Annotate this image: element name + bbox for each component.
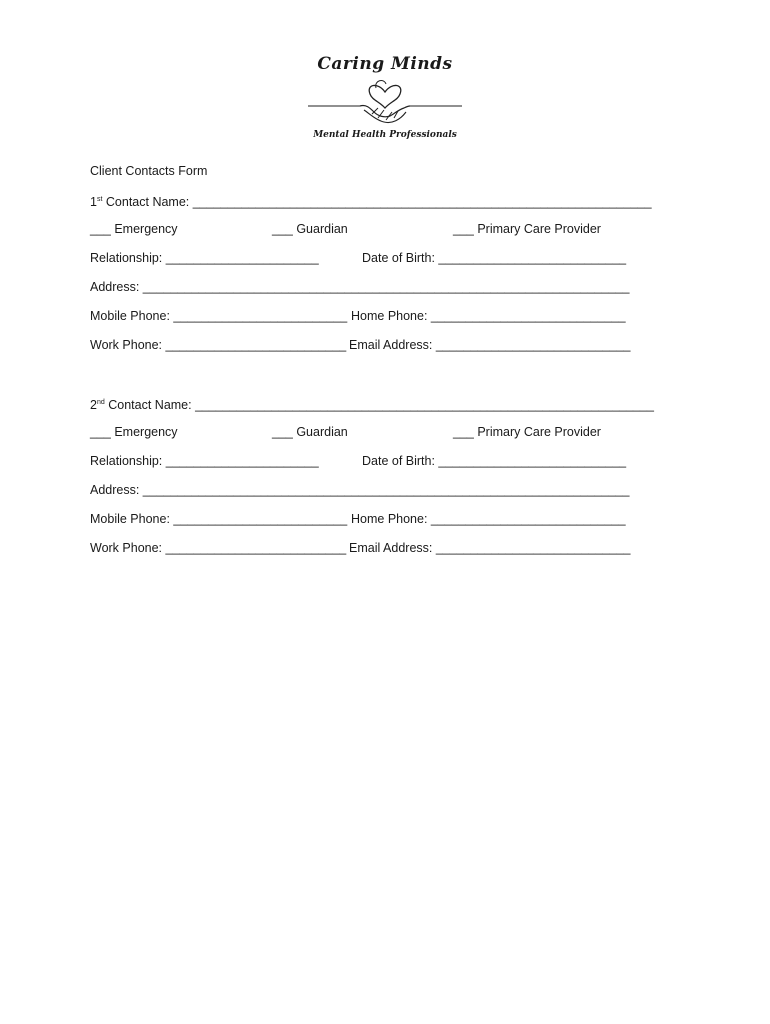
email-field[interactable]: Email Address: ____________________________ (349, 541, 631, 555)
work-phone-field[interactable]: Work Phone: __________________________ (90, 338, 347, 352)
address-field[interactable]: Address: ______________________________________________________________________ (90, 483, 630, 497)
mobile-phone-field[interactable]: Mobile Phone: _________________________ (90, 309, 348, 323)
work-phone-field[interactable]: Work Phone: __________________________ (90, 541, 347, 555)
emergency-checkbox[interactable]: ___ Emergency (90, 425, 178, 439)
contact-name-field[interactable]: Contact Name: __________________________________________________________________ (108, 398, 654, 412)
logo (300, 50, 470, 150)
mobile-phone-field[interactable]: Mobile Phone: _________________________ (90, 512, 348, 526)
form-title: Client Contacts Form (90, 164, 208, 178)
holding-hands-heart-icon (308, 74, 462, 130)
contact-2-name-row (90, 395, 654, 413)
home-phone-field[interactable]: Home Phone: ____________________________ (351, 512, 626, 526)
brand-tagline: Mental Health Professionals (313, 130, 457, 140)
contact-2-phone-row (90, 511, 690, 527)
ordinal-number: 2 (90, 398, 97, 412)
ordinal-suffix: nd (96, 399, 105, 406)
contact-1-type-row (90, 221, 690, 237)
emergency-checkbox[interactable]: ___ Emergency (90, 222, 178, 236)
contact-1-relationship-row (90, 250, 690, 266)
contact-name-field[interactable]: Contact Name: __________________________________________________________________ (105, 195, 652, 209)
contact-2-work-row (90, 540, 690, 556)
email-field[interactable]: Email Address: ____________________________ (349, 338, 631, 352)
address-field[interactable]: Address: ______________________________________________________________________ (90, 280, 630, 294)
contact-1-phone-row (90, 308, 690, 324)
guardian-checkbox[interactable]: ___ Guardian (272, 222, 348, 236)
relationship-field[interactable]: Relationship: ______________________ (90, 251, 319, 265)
primary-care-checkbox[interactable]: ___ Primary Care Provider (453, 425, 601, 439)
primary-care-checkbox[interactable]: ___ Primary Care Provider (453, 222, 601, 236)
relationship-field[interactable]: Relationship: ______________________ (90, 454, 319, 468)
contact-1-name-row (90, 192, 652, 210)
dob-field[interactable]: Date of Birth: ___________________________ (362, 251, 627, 265)
dob-field[interactable]: Date of Birth: ___________________________ (362, 454, 627, 468)
home-phone-field[interactable]: Home Phone: ____________________________ (351, 309, 626, 323)
guardian-checkbox[interactable]: ___ Guardian (272, 425, 348, 439)
ordinal-suffix: st (96, 196, 103, 203)
contact-2-type-row (90, 424, 690, 440)
contact-1-work-row (90, 337, 690, 353)
contact-2-relationship-row (90, 453, 690, 469)
ordinal-number: 1 (90, 195, 97, 209)
brand-name: Caring Minds (317, 54, 453, 74)
